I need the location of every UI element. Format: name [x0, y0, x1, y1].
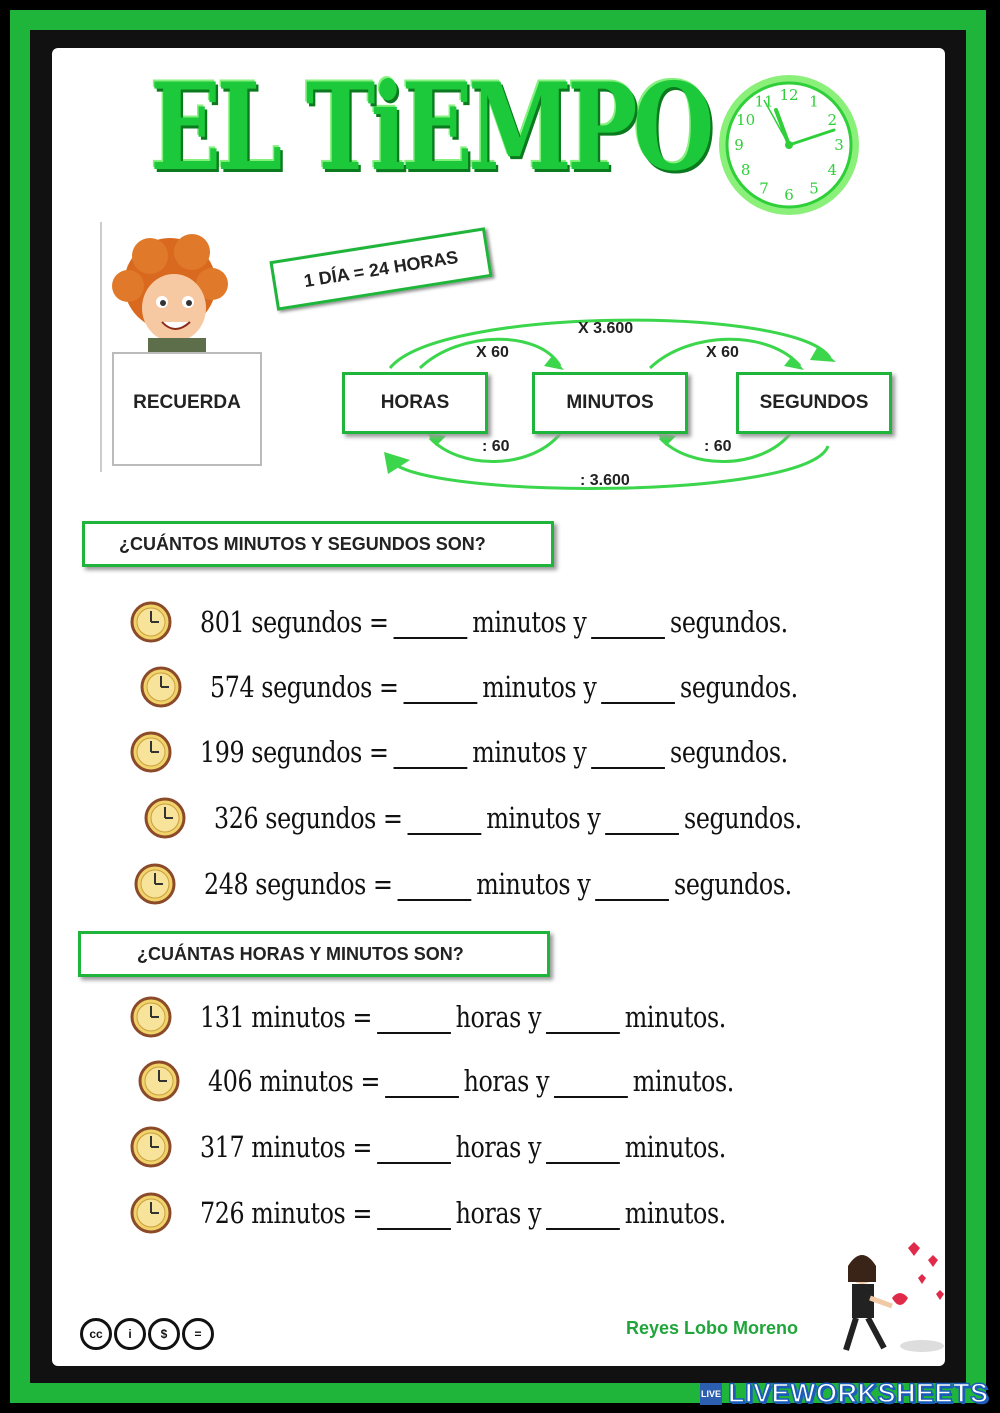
answer-blank-2[interactable] [591, 633, 665, 639]
exercise-row [138, 1056, 849, 1106]
clock-number: 10 [736, 111, 756, 129]
section1-heading: ¿CUÁNTOS MINUTOS Y SEGUNDOS SON? [82, 521, 554, 567]
exercise-text [200, 605, 788, 639]
exercise-unit-end: segundos. [674, 867, 792, 901]
clock-number: 2 [827, 111, 838, 129]
exercise-unit-end: segundos. [670, 735, 788, 769]
exercise-quantity: 726 minutos = [200, 1196, 372, 1230]
exercise-unit-mid: horas y [455, 1000, 542, 1034]
exercise-unit-mid: minutos y [476, 867, 591, 901]
answer-blank-2[interactable] [546, 1158, 620, 1164]
exercise-unit-end: segundos. [684, 801, 802, 835]
exercise-row [144, 793, 931, 843]
mult-small-label-2: X 60 [706, 344, 739, 361]
exercise-unit-mid: horas y [455, 1196, 542, 1230]
clock-number: 11 [754, 92, 774, 111]
mult-big-label: X 3.600 [578, 320, 634, 337]
exercise-row [130, 992, 841, 1042]
small-clock-icon [130, 601, 172, 643]
answer-blank-2[interactable] [591, 763, 665, 769]
by-icon: i [114, 1318, 146, 1350]
exercise-quantity: 326 segundos = [214, 801, 403, 835]
page-title: EL TiEMPO [150, 57, 710, 198]
clock-number: 6 [784, 186, 794, 204]
unit-box-segundos: SEGUNDOS [736, 372, 892, 434]
girl-avatar-illustration [832, 1238, 950, 1358]
exercise-text [214, 801, 802, 835]
exercise-row [130, 1188, 841, 1238]
cc-icon: cc [80, 1318, 112, 1350]
small-clock-icon [130, 731, 172, 773]
clock-number: 9 [734, 136, 744, 154]
liveworksheets-logo-icon: LIVE [700, 1383, 722, 1405]
answer-blank-1[interactable] [377, 1224, 451, 1230]
answer-blank-2[interactable] [546, 1224, 620, 1230]
exercise-row [130, 1122, 841, 1172]
exercise-unit-end: minutos. [632, 1064, 734, 1098]
div-small-label-1: : 60 [482, 438, 510, 455]
clock-number: 3 [834, 136, 844, 154]
answer-blank-1[interactable] [377, 1028, 451, 1034]
exercise-unit-end: minutos. [624, 1130, 726, 1164]
answer-blank-2[interactable] [595, 895, 669, 901]
exercise-unit-mid: horas y [463, 1064, 550, 1098]
exercise-quantity: 574 segundos = [210, 670, 399, 704]
exercise-quantity: 199 segundos = [200, 735, 389, 769]
answer-blank-1[interactable] [393, 633, 467, 639]
clock-number: 4 [827, 161, 838, 179]
small-clock-icon [130, 996, 172, 1038]
exercise-quantity: 131 minutos = [200, 1000, 372, 1034]
nd-icon: = [182, 1318, 214, 1350]
exercise-unit-mid: horas y [455, 1130, 542, 1164]
liveworksheets-watermark [700, 1378, 989, 1409]
clock-number: 1 [809, 92, 819, 111]
exercise-unit-mid: minutos y [472, 735, 587, 769]
small-clock-icon [130, 1192, 172, 1234]
small-clock-icon [138, 1060, 180, 1102]
exercise-row [130, 597, 917, 647]
conversion-diagram [330, 310, 910, 510]
exercise-text [210, 670, 798, 704]
creative-commons-badge [80, 1318, 214, 1350]
clock-number: 5 [809, 179, 819, 198]
exercise-quantity: 317 minutos = [200, 1130, 372, 1164]
exercise-text [200, 1000, 726, 1034]
exercise-quantity: 801 segundos = [200, 605, 389, 639]
small-clock-icon [140, 666, 182, 708]
exercise-text [200, 735, 788, 769]
answer-blank-1[interactable] [403, 698, 477, 704]
unit-box-horas: HORAS [342, 372, 488, 434]
day-hours-rule: 1 DÍA = 24 HORAS [269, 227, 492, 310]
answer-blank-1[interactable] [397, 895, 471, 901]
exercise-quantity: 248 segundos = [204, 867, 393, 901]
exercise-row [130, 727, 917, 777]
answer-blank-2[interactable] [605, 829, 679, 835]
answer-blank-1[interactable] [385, 1092, 459, 1098]
answer-blank-1[interactable] [393, 763, 467, 769]
small-clock-icon [144, 797, 186, 839]
exercise-quantity: 406 minutos = [208, 1064, 380, 1098]
mult-small-label-1: X 60 [476, 344, 509, 361]
answer-blank-1[interactable] [377, 1158, 451, 1164]
exercise-text [208, 1064, 734, 1098]
recuerda-label: RECUERDA [133, 392, 241, 413]
div-small-label-2: : 60 [704, 438, 732, 455]
exercise-unit-mid: minutos y [482, 670, 597, 704]
div-big-label: : 3.600 [580, 472, 630, 489]
wall-clock-icon [716, 72, 862, 218]
nc-icon: $ [148, 1318, 180, 1350]
exercise-text [204, 867, 792, 901]
small-clock-icon [130, 1126, 172, 1168]
recuerda-card [112, 352, 262, 466]
clock-number: 8 [740, 161, 751, 179]
liveworksheets-wordmark: LIVEWORKSHEETS [728, 1378, 989, 1408]
clock-number: 12 [779, 86, 799, 104]
exercise-text [200, 1196, 726, 1230]
author-name: Reyes Lobo Moreno [626, 1318, 799, 1338]
answer-blank-2[interactable] [546, 1028, 620, 1034]
exercise-text [200, 1130, 726, 1164]
answer-blank-2[interactable] [601, 698, 675, 704]
exercise-unit-end: minutos. [624, 1196, 726, 1230]
exercise-unit-mid: minutos y [472, 605, 587, 639]
exercise-unit-end: minutos. [624, 1000, 726, 1034]
unit-box-minutos: MINUTOS [532, 372, 688, 434]
clock-number: 7 [759, 179, 769, 198]
exercise-unit-mid: minutos y [486, 801, 601, 835]
exercise-unit-end: segundos. [680, 670, 798, 704]
exercise-row [134, 859, 921, 909]
small-clock-icon [134, 863, 176, 905]
exercise-row [140, 662, 927, 712]
section2-heading: ¿CUÁNTAS HORAS Y MINUTOS SON? [78, 931, 550, 977]
answer-blank-2[interactable] [554, 1092, 628, 1098]
answer-blank-1[interactable] [407, 829, 481, 835]
exercise-unit-end: segundos. [670, 605, 788, 639]
